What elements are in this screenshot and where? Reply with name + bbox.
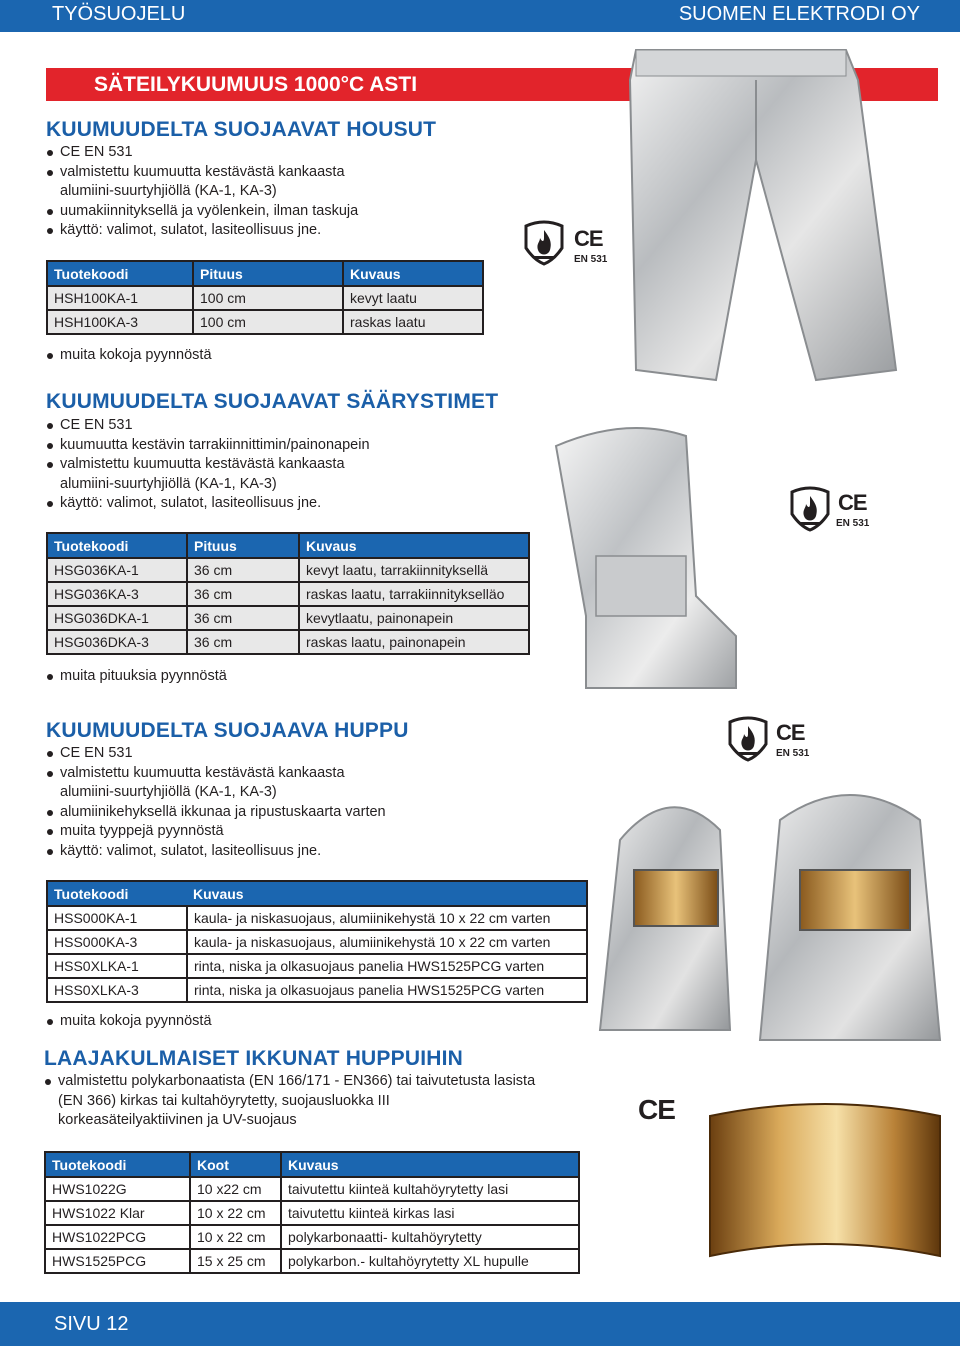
- table-cell: HSG036KA-3: [47, 582, 187, 606]
- table-cell: rinta, niska ja olkasuojaus panelia HWS1525PCG varten: [187, 954, 587, 978]
- table-cell: kaula- ja niskasuojaus, alumiinikehystä 10 x 22 cm varten: [187, 930, 587, 954]
- window-glass-image: [700, 1096, 950, 1276]
- certification-marks: [724, 714, 816, 766]
- table-row: [47, 978, 587, 1002]
- section-title: KUUMUUDELTA SUOJAAVA HUPPU: [46, 719, 409, 742]
- table-cell: 36 cm: [187, 630, 299, 654]
- table-cell: HSS000KA-3: [47, 930, 187, 954]
- table-cell: 10 x 22 cm: [190, 1225, 281, 1249]
- table-cell: 10 x 22 cm: [190, 1201, 281, 1225]
- table-cell: 10 x22 cm: [190, 1177, 281, 1201]
- list-item: CE EN 531: [46, 416, 526, 436]
- table-row: [45, 1201, 579, 1225]
- table-header-row: [45, 1152, 579, 1177]
- list-item: alumiinikehyksellä ikkunaa ja ripustuskaarta varten: [46, 803, 526, 823]
- table-cell: kevyt laatu, tarrakiinnityksellä: [299, 558, 529, 582]
- column-header: Kuvaus: [343, 261, 483, 286]
- column-header: Pituus: [193, 261, 343, 286]
- feature-list: [46, 416, 526, 514]
- table-cell: polykarbon.- kultahöyrytetty XL hupulle: [281, 1249, 579, 1273]
- list-item: CE EN 531: [46, 744, 526, 764]
- table-row: [47, 954, 587, 978]
- column-header: Kuvaus: [187, 881, 587, 906]
- en531-label: EN 531: [836, 518, 870, 529]
- column-header: Kuvaus: [281, 1152, 579, 1177]
- column-header: Pituus: [187, 533, 299, 558]
- table-row: [47, 630, 529, 654]
- table-cell: 36 cm: [187, 582, 299, 606]
- column-header: Tuotekoodi: [45, 1152, 190, 1177]
- list-item-continuation: alumiini-suurtyhjiöllä (KA-1, KA-3): [60, 183, 277, 199]
- list-item: valmistettu kuumuutta kestävästä kankaasta: [46, 764, 526, 784]
- ce-mark-icon: CE: [574, 226, 603, 251]
- table-row: [45, 1225, 579, 1249]
- table-cell: rinta, niska ja olkasuojaus panelia HWS1525PCG varten: [187, 978, 587, 1002]
- table-row: [47, 930, 587, 954]
- table-cell: raskas laatu: [343, 310, 483, 334]
- table-header-row: [47, 261, 483, 286]
- table-cell: taivutettu kiinteä kultahöyrytetty lasi: [281, 1177, 579, 1201]
- section-windows: [44, 1047, 604, 1131]
- table-row: [47, 582, 529, 606]
- header-company: SUOMEN ELEKTRODI OY: [678, 3, 920, 25]
- table-row: [45, 1177, 579, 1201]
- column-header: Kuvaus: [299, 533, 529, 558]
- list-item-continuation: alumiini-suurtyhjiöllä (KA-1, KA-3): [60, 784, 277, 800]
- table-cell: raskas laatu, tarrakiinnitykselläo: [299, 582, 529, 606]
- hood-image: [590, 770, 950, 1054]
- page-number: SIVU 12: [54, 1313, 129, 1335]
- table-cell: HWS1022G: [45, 1177, 190, 1201]
- section-title: KUUMUUDELTA SUOJAAVAT SÄÄRYSTIMET: [46, 390, 499, 413]
- table-cell: kevyt laatu: [343, 286, 483, 310]
- certification-marks: [638, 1094, 688, 1130]
- column-header: Tuotekoodi: [47, 261, 193, 286]
- table-row: [47, 286, 483, 310]
- section-leggings: [46, 390, 526, 514]
- table-row: [45, 1249, 579, 1273]
- table-cell: HSG036DKA-3: [47, 630, 187, 654]
- table-row: [47, 558, 529, 582]
- ce-mark-icon: CE: [838, 490, 867, 515]
- table-cell: polykarbonaatti- kultahöyrytetty: [281, 1225, 579, 1249]
- product-table: [46, 532, 530, 655]
- table-cell: 15 x 25 cm: [190, 1249, 281, 1273]
- ce-mark-icon: CE: [638, 1094, 675, 1125]
- list-item: käyttö: valimot, sulatot, lasiteollisuus jne.: [46, 494, 526, 514]
- table-cell: HWS1525PCG: [45, 1249, 190, 1273]
- column-header: Tuotekoodi: [47, 533, 187, 558]
- section-hood: [46, 719, 526, 861]
- column-header: Tuotekoodi: [47, 881, 187, 906]
- trousers-image: [596, 40, 926, 396]
- table-header-row: [47, 881, 587, 906]
- table-cell: kaula- ja niskasuojaus, alumiinikehystä 10 x 22 cm varten: [187, 906, 587, 930]
- flame-icon: [786, 484, 834, 532]
- list-item: uumakiinnityksellä ja vyölenkein, ilman taskuja: [46, 202, 516, 222]
- table-cell: raskas laatu, painonapein: [299, 630, 529, 654]
- table-cell: HSG036DKA-1: [47, 606, 187, 630]
- note: muita kokoja pyynnöstä: [46, 347, 212, 363]
- list-item: valmistettu kuumuutta kestävästä kankaasta: [46, 455, 526, 475]
- list-item-continuation: alumiini-suurtyhjiöllä (KA-1, KA-3): [60, 475, 277, 492]
- bottom-bar: [0, 1302, 960, 1346]
- list-item: muita tyyppejä pyynnöstä: [46, 822, 526, 842]
- ce-mark-icon: CE: [776, 720, 805, 745]
- list-item: CE EN 531: [46, 143, 516, 163]
- header-category: TYÖSUOJELU: [52, 3, 186, 25]
- table-cell: HSH100KA-3: [47, 310, 193, 334]
- column-header: Koot: [190, 1152, 281, 1177]
- table-cell: 100 cm: [193, 286, 343, 310]
- list-item: valmistettu kuumuutta kestävästä kankaasta: [46, 163, 516, 183]
- table-row: [47, 606, 529, 630]
- product-table: [46, 880, 588, 1003]
- en531-label: EN 531: [574, 254, 608, 265]
- banner-title: SÄTEILYKUUMUUS 1000°C ASTI: [94, 73, 418, 96]
- table-cell: HSS000KA-1: [47, 906, 187, 930]
- feature-list: [46, 143, 516, 241]
- section-title: LAAJAKULMAISET IKKUNAT HUPPUIHIN: [44, 1047, 464, 1070]
- list-item: kuumuutta kestävin tarrakiinnittimin/painonapein: [46, 436, 526, 456]
- table-cell: HSG036KA-1: [47, 558, 187, 582]
- note: muita pituuksia pyynnöstä: [46, 668, 227, 684]
- list-item: käyttö: valimot, sulatot, lasiteollisuus jne.: [46, 221, 516, 241]
- section-title: KUUMUUDELTA SUOJAAVAT HOUSUT: [46, 118, 437, 141]
- leggings-image: [546, 416, 746, 696]
- table-cell: HSH100KA-1: [47, 286, 193, 310]
- note: muita kokoja pyynnöstä: [46, 1013, 212, 1029]
- table-row: [47, 906, 587, 930]
- top-bar: [0, 0, 960, 32]
- en531-label: EN 531: [776, 748, 810, 759]
- table-row: [47, 310, 483, 334]
- list-item: käyttö: valimot, sulatot, lasiteollisuus jne.: [46, 842, 526, 862]
- list-item: valmistettu polykarbonaatista (EN 166/171 - EN366) tai taivutetusta lasista: [44, 1072, 604, 1092]
- list-item-continuation: korkeasäteilyaktiivinen ja UV-suojaus: [58, 1112, 297, 1128]
- product-table: [46, 260, 484, 335]
- table-header-row: [47, 533, 529, 558]
- table-cell: kevytlaatu, painonapein: [299, 606, 529, 630]
- feature-list: [46, 744, 526, 861]
- table-cell: HWS1022 Klar: [45, 1201, 190, 1225]
- table-cell: HSS0XLKA-3: [47, 978, 187, 1002]
- list-item-continuation: (EN 366) kirkas tai kultahöyrytetty, suojausluokka III: [58, 1092, 390, 1109]
- table-cell: 100 cm: [193, 310, 343, 334]
- section-trousers: [46, 118, 516, 241]
- table-cell: taivutettu kiinteä kirkas lasi: [281, 1201, 579, 1225]
- certification-marks: [786, 484, 878, 536]
- flame-icon: [724, 714, 772, 762]
- table-cell: HSS0XLKA-1: [47, 954, 187, 978]
- feature-list: [44, 1072, 604, 1131]
- product-table: [44, 1151, 580, 1274]
- table-cell: 36 cm: [187, 558, 299, 582]
- table-cell: HWS1022PCG: [45, 1225, 190, 1249]
- flame-icon: [520, 218, 568, 266]
- table-cell: 36 cm: [187, 606, 299, 630]
